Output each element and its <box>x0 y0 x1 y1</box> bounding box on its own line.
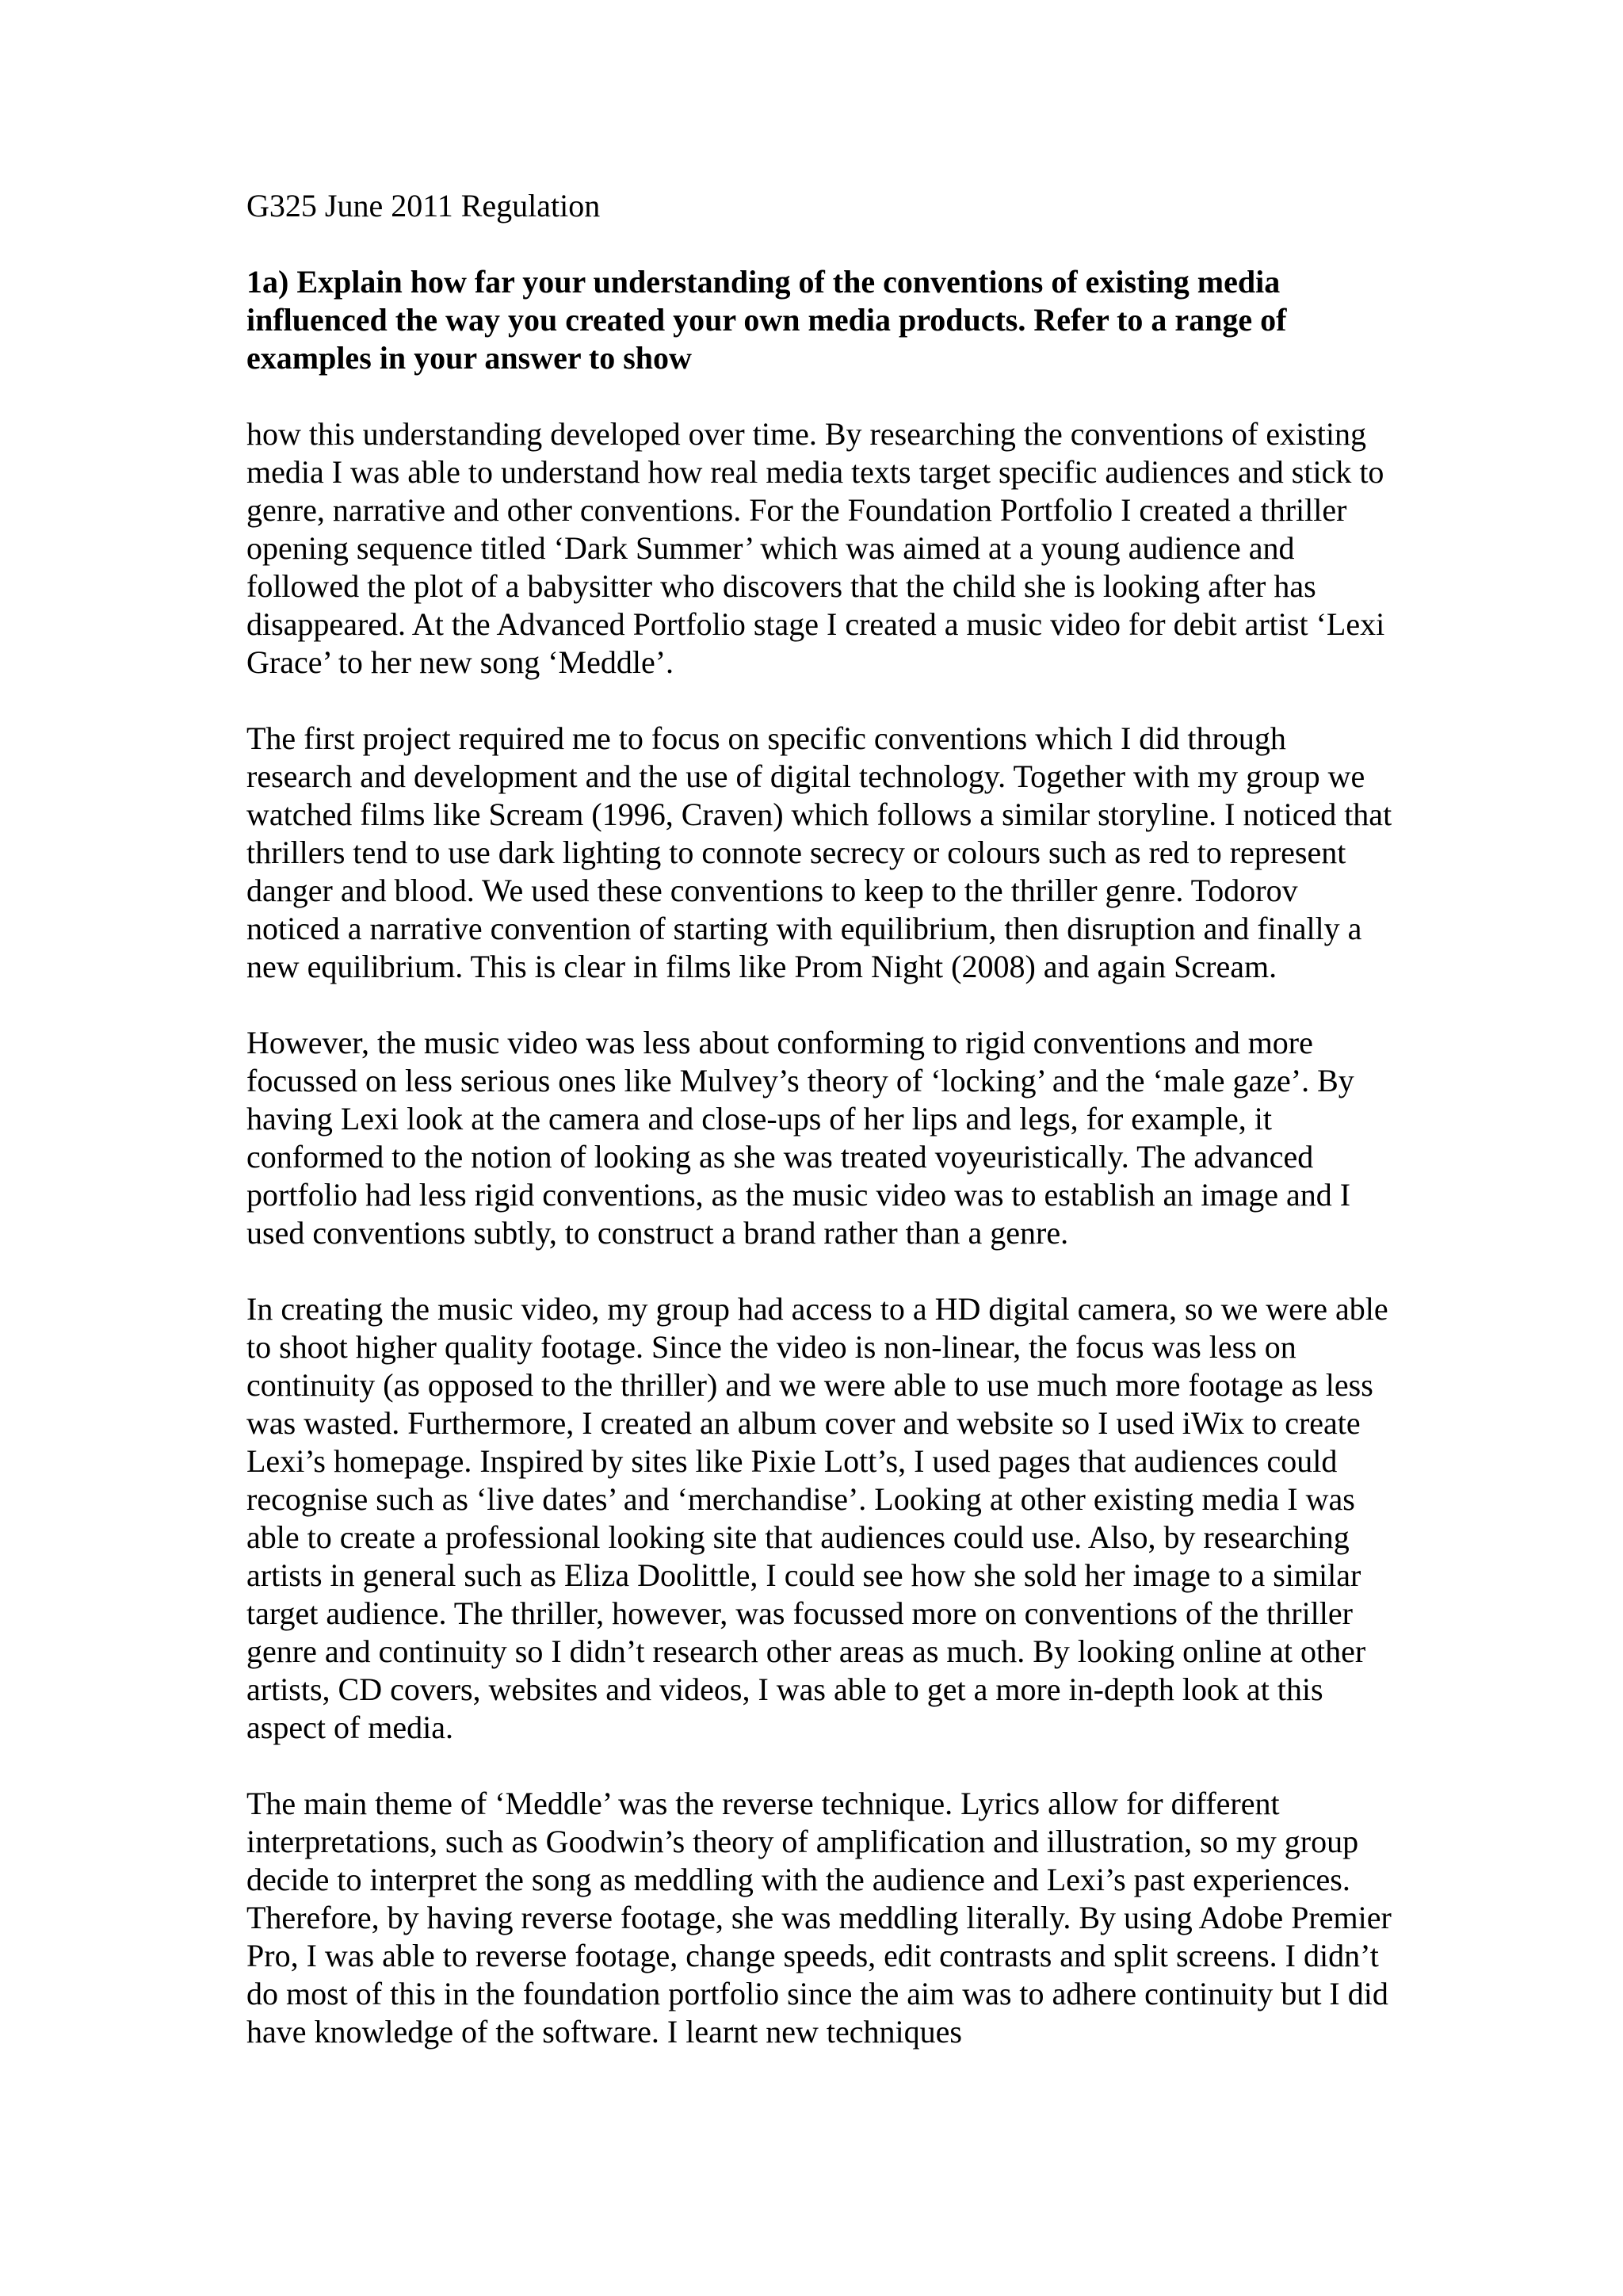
paragraph-5: The main theme of ‘Meddle’ was the reverse technique. Lyrics allow for different interpretations, such as Goodwin’s theory of amplification and illustration, so my group decide to interpret the song as meddling with the audience and Lexi’s past experiences. Therefore, by having reverse footage, she was meddling literally. By using Adobe Premier Pro, I was able to reverse footage, change speeds, edit contrasts and split screens. I didn’t do most of this in the foundation portfolio since the aim was to adhere continuity but I did have knowledge of the software. I learnt new techniques <box>246 1786 1392 2050</box>
document-title: G325 June 2011 Regulation <box>246 188 601 223</box>
paragraph-2: The first project required me to focus on specific conventions which I did through research and development and the use of digital technology. Together with my group we watched films like Scream (1996, Craven) which follows a similar storyline. I noticed that thrillers tend to use dark lighting to connote secrecy or colours such as red to represent danger and blood. We used these conventions to keep to the thriller genre. Todorov noticed a narrative convention of starting with equilibrium, then disruption and finally a new equilibrium. This is clear in films like Prom Night (2008) and again Scream. <box>246 720 1392 984</box>
document-body <box>246 187 1396 2051</box>
paragraph-3: However, the music video was less about conforming to rigid conventions and more focussed on less serious ones like Mulvey’s theory of ‘locking’ and the ‘male gaze’. By having Lexi look at the camera and close-ups of her lips and legs, for example, it conformed to the notion of looking as she was treated voyeuristically. The advanced portfolio had less rigid conventions, as the music video was to establish an image and I used conventions subtly, to construct a brand rather than a genre. <box>246 1025 1354 1251</box>
paragraph-4: In creating the music video, my group had access to a HD digital camera, so we were able to shoot higher quality footage. Since the video is non-linear, the focus was less on continuity (as opposed to the thriller) and we were able to use much more footage as less was wasted. Furthermore, I created an album cover and website so I used iWix to create Lexi’s homepage. Inspired by sites like Pixie Lott’s, I used pages that audiences could recognise such as ‘live dates’ and ‘merchandise’. Looking at other existing media I was able to create a professional looking site that audiences could use. Also, by researching artists in general such as Eliza Doolittle, I could see how she sold her image to a similar target audience. The thriller, however, was focussed more on conventions of the thriller genre and continuity so I didn’t research other areas as much. By looking online at other artists, CD covers, websites and videos, I was able to get a more in-depth look at this aspect of media. <box>246 1291 1388 1745</box>
paragraph-1: how this understanding developed over time. By researching the conventions of existing media I was able to understand how real media texts target specific audiences and stick to genre, narrative and other conventions. For the Foundation Portfolio I created a thriller opening sequence titled ‘Dark Summer’ which was aimed at a young audience and followed the plot of a babysitter who discovers that the child she is looking after has disappeared. At the Advanced Portfolio stage I created a music video for debit artist ‘Lexi Grace’ to her new song ‘Meddle’. <box>246 416 1385 680</box>
exam-question: 1a) Explain how far your understanding of the conventions of existing media influenced the way you created your own media products. Refer to a range of examples in your answer to show <box>246 264 1287 376</box>
